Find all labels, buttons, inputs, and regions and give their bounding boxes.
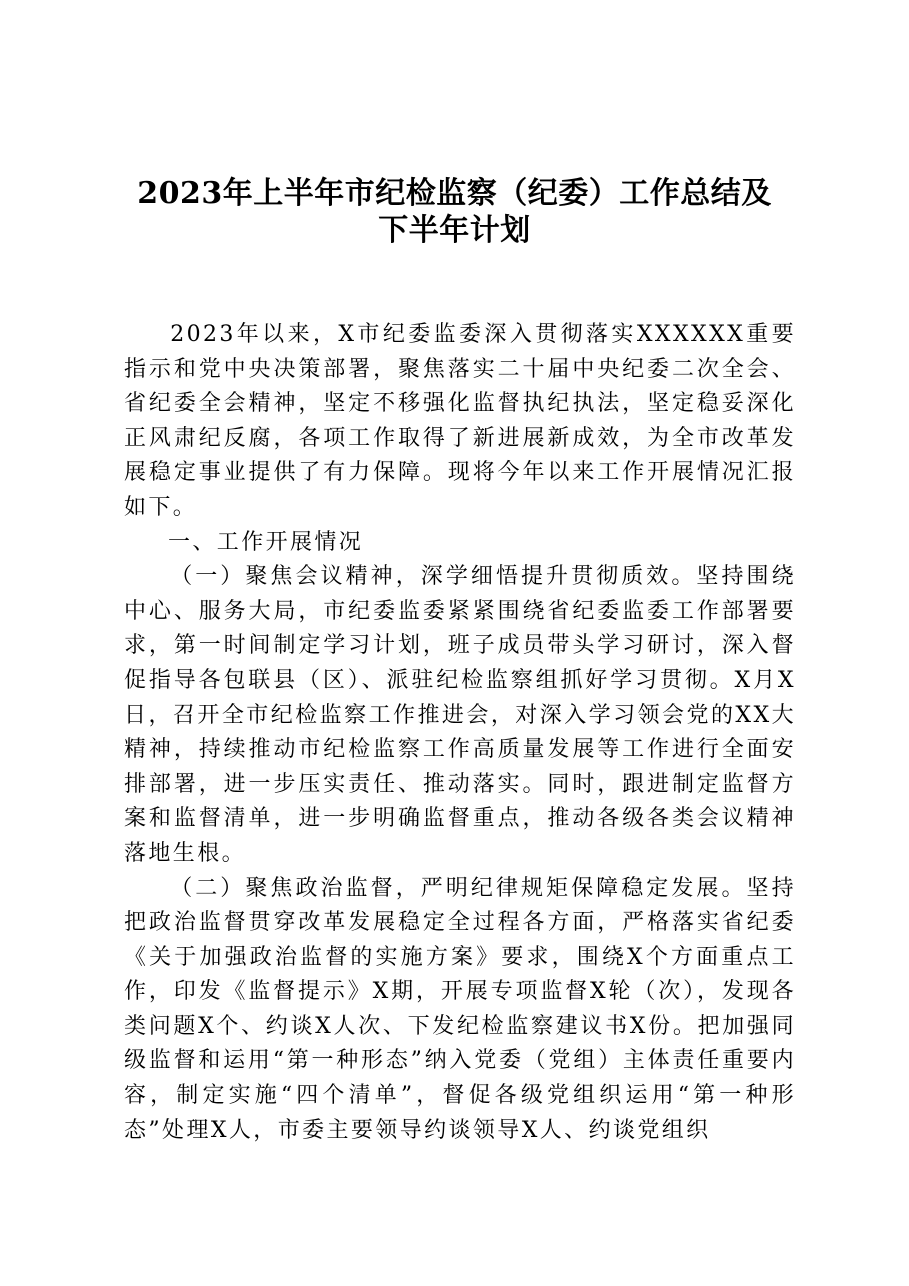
document-title-line-2: 下半年计划	[378, 213, 531, 248]
paragraph-intro: 2023年以来，X市纪委监委深入贯彻落实XXXXXX重要指示和党中央决策部署，聚焦落实二十届中央纪委二次全会、省纪委全会精神，坚定不移强化监督执纪执法，坚定稳妥深化正风肃纪反腐，各项工作取得了新进展新成效，为全市改革发展稳定事业提供了有力保障。现将今年以来工作开展情况汇报如下。	[124, 322, 796, 520]
document-body	[124, 318, 796, 1148]
paragraph-section-2: （二）聚焦政治监督，严明纪律规矩保障稳定发展。坚持把政治监督贯穿改革发展稳定全过程各方面，严格落实省纪委《关于加强政治监督的实施方案》要求，围绕X个方面重点工作，印发《监督提示》X期，开展专项监督X轮（次），发现各类问题X个、约谈X人次、下发纪检监察建议书X份。把加强同级监督和运用“第一种形态”纳入党委（党组）主体责任重要内容，制定实施“四个清单”，督促各级党组织运用“第一种形态”处理X人，市委主要领导约谈领导X人、约谈党组织	[124, 875, 796, 1143]
paragraph-section-1: （一）聚焦会议精神，深学细悟提升贯彻质效。坚持围绕中心、服务大局，市纪委监委紧紧围绕省纪委监委工作部署要求，第一时间制定学习计划，班子成员带头学习研讨，深入督促指导各包联县（区）、派驻纪检监察组抓好学习贯彻。X月X日，召开全市纪检监察工作推进会，对深入学习领会党的XX大精神，持续推动市纪检监察工作高质量发展等工作进行全面安排部署，进一步压实责任、推动落实。同时，跟进制定监督方案和监督清单，进一步明确监督重点，推动各级各类会议精神落地生根。	[124, 564, 796, 866]
section-heading: 一、工作开展情况	[168, 529, 364, 555]
document-title-line-1: 2023年上半年市纪检监察（纪委）工作总结及	[137, 176, 772, 211]
